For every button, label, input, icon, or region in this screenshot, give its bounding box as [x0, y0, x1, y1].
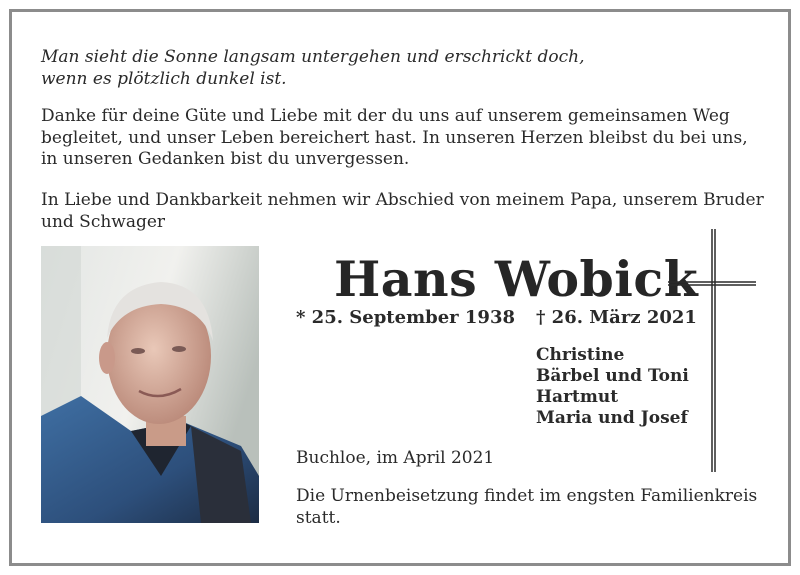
thanks-line: begleitet, und unser Leben bereichert hast. In unseren Herzen bleibst du bei uns, [41, 127, 748, 148]
opening-quote [41, 47, 585, 90]
mourners-list [536, 345, 689, 429]
burial-line: statt. [296, 507, 341, 528]
death-date: † 26. März 2021 [536, 307, 697, 328]
burial-line: Die Urnenbeisetzung findet im engsten Familienkreis [296, 486, 758, 506]
deceased-name: Hans Wobick [334, 250, 699, 308]
quote-line: wenn es plötzlich dunkel ist. [41, 68, 287, 89]
thanks-paragraph [41, 106, 748, 171]
list-item: Hartmut [536, 387, 619, 407]
farewell-line: und Schwager [41, 211, 166, 232]
thanks-line: Danke für deine Güte und Liebe mit der du uns auf unserem gemeinsamen Weg [41, 106, 730, 126]
list-item: Maria und Josef [536, 408, 688, 428]
portrait-photo [41, 246, 259, 523]
farewell-line: In Liebe und Dankbarkeit nehmen wir Abschied von meinem Papa, unserem Bruder [41, 190, 764, 210]
burial-notice [296, 486, 776, 529]
place-date: Buchloe, im April 2021 [296, 448, 495, 468]
thanks-line: in unseren Gedanken bist du unvergessen. [41, 149, 410, 169]
list-item: Bärbel und Toni [536, 366, 689, 386]
quote-line: Man sieht die Sonne langsam untergehen und erschrickt doch, [41, 47, 585, 67]
birth-date: * 25. September 1938 [296, 307, 515, 328]
farewell-paragraph [41, 190, 764, 233]
list-item: Christine [536, 345, 625, 365]
